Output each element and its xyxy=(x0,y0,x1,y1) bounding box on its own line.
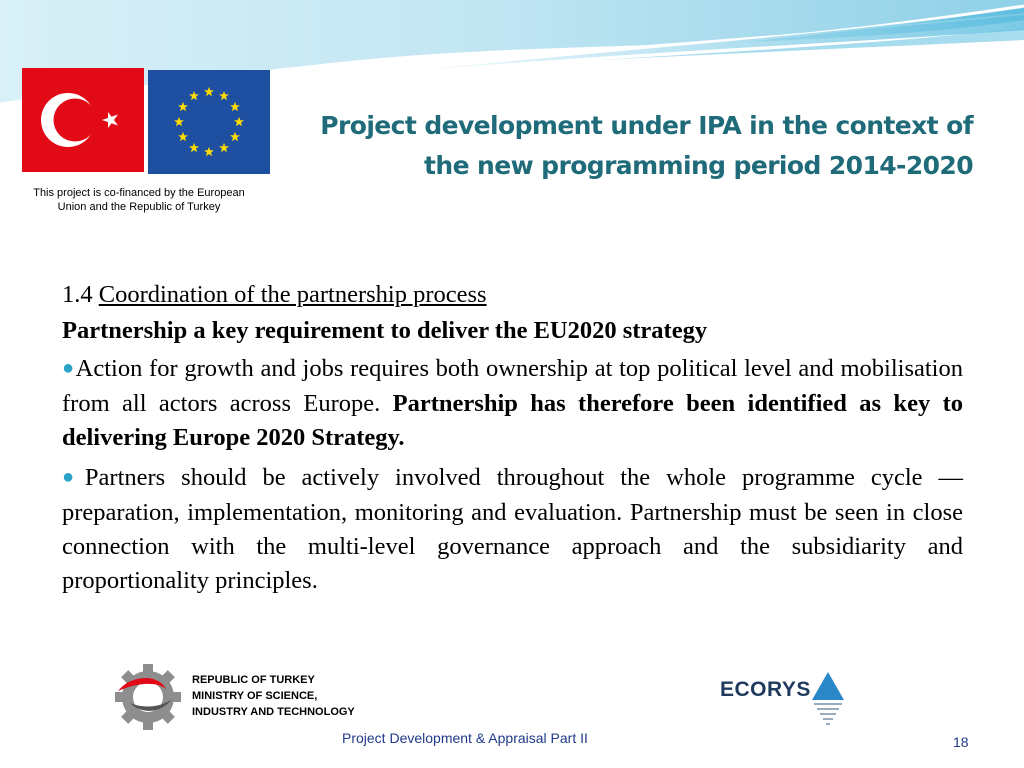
ministry-line-2: MINISTRY OF SCIENCE, xyxy=(192,690,318,702)
turkey-flag-icon xyxy=(22,68,144,172)
bullet-item-2 xyxy=(62,461,963,598)
page-number: 18 xyxy=(953,734,969,750)
cofinance-note xyxy=(4,186,274,214)
ecorys-wordmark: ECORYS xyxy=(720,678,811,701)
triangle-logo-icon xyxy=(808,670,848,730)
section-title: Coordination of the partnership process xyxy=(98,281,487,308)
slide-content xyxy=(62,278,963,604)
bullet-1-text: Action for growth and jobs requires both ownership at top political level and mobilisation from all actors across Europe. xyxy=(62,355,963,417)
bullet-icon: ● xyxy=(62,357,75,379)
slide-title-line-2: the new programming period 2014-2020 xyxy=(424,151,973,180)
ministry-line-1: REPUBLIC OF TURKEY xyxy=(192,674,315,686)
section-number: 1.4 xyxy=(62,281,93,308)
slide-title-line-1: Project development under IPA in the context of xyxy=(320,111,973,140)
bullet-1-bold-text: Partnership has therefore been identified as key to delivering Europe 2020 Strategy. xyxy=(62,390,963,451)
section-heading xyxy=(62,278,963,312)
footer-caption: Project Development & Appraisal Part II xyxy=(342,730,588,746)
bullet-2-text: Partners should be actively involved throughout the whole programme cycle — preparation, implementation, monitoring and evaluation. Partnership must be seen in close connection with the multi-level governance approach and the subsidiarity and proportionality principles. xyxy=(62,464,963,594)
bullet-item-1 xyxy=(62,352,963,455)
cofinance-line-2: Union and the Republic of Turkey xyxy=(57,201,221,213)
ministry-line-3: INDUSTRY AND TECHNOLOGY xyxy=(192,706,355,718)
slide-title xyxy=(290,106,973,186)
cofinance-line-1: This project is co-financed by the European xyxy=(33,187,245,199)
ministry-name xyxy=(192,672,412,720)
gear-logo-icon xyxy=(108,664,188,730)
eu-flag-icon xyxy=(148,70,270,174)
subheading: Partnership a key requirement to deliver the EU2020 strategy xyxy=(62,317,708,344)
bullet-icon: ● xyxy=(62,466,84,488)
